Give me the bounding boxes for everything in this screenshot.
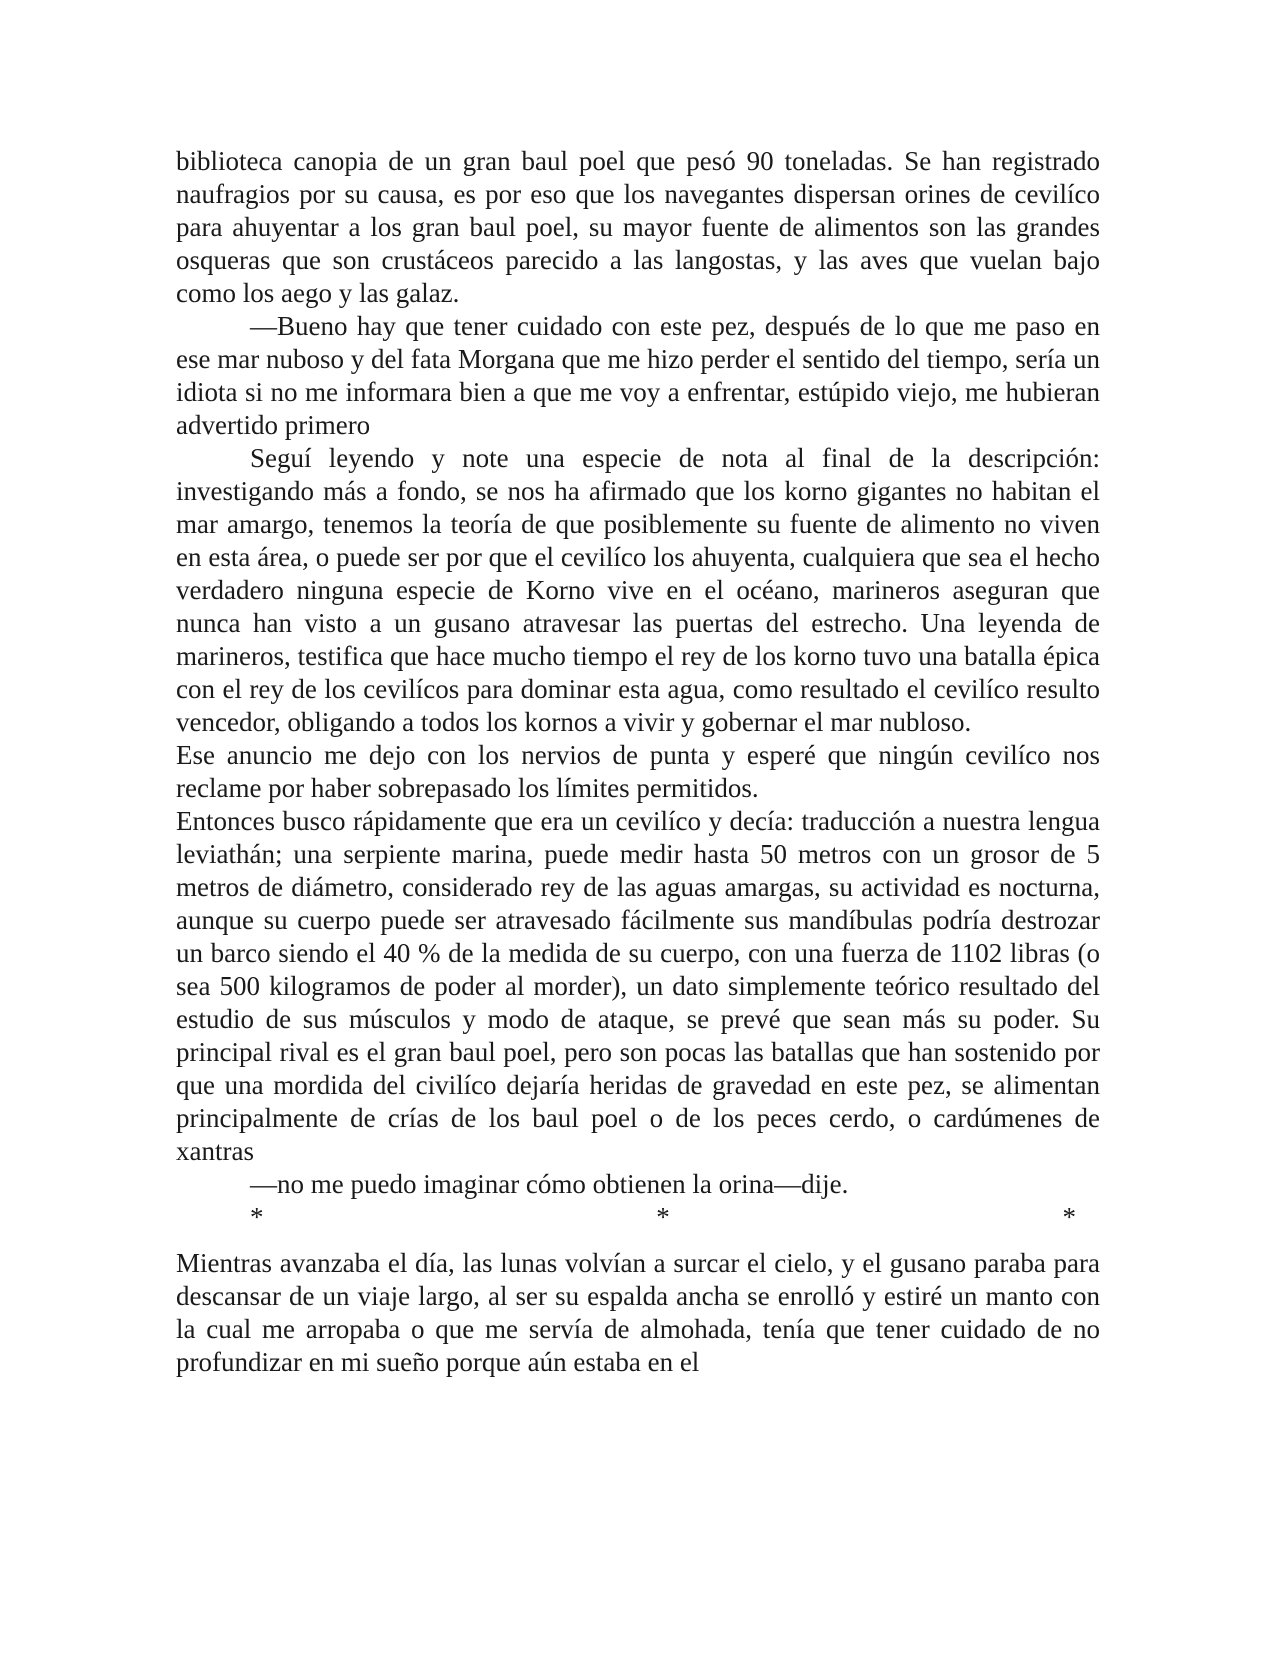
paragraph-5: Entonces busco rápidamente que era un cevilíco y decía: traducción a nuestra lengua leviathán; una serpiente marina, puede medir hasta 50 metros con un grosor de 5 metros de diámetro, considerado rey de las aguas amargas, su actividad es nocturna, aunque su cuerpo puede ser atravesado fácilmente sus mandíbulas podría destrozar un barco siendo el 40 % de la medida de su cuerpo, con una fuerza de 1102 libras (o sea 500 kilogramos de poder al morder), un dato simplemente teórico resultado del estudio de sus músculos y modo de ataque, se prevé que sean más su poder. Su principal rival es el gran baul poel, pero son pocas las batallas que han sostenido por que una mordida del civilíco dejaría heridas de gravedad en este pez, se alimentan principalmente de crías de los baul poel o de los peces cerdo, o cardúmenes de xantras: [176, 806, 1100, 1166]
paragraph-7: Mientras avanzaba el día, las lunas volvían a surcar el cielo, y el gusano paraba para descansar de un viaje largo, al ser su espalda ancha se enrolló y estiré un manto con la cual me arropaba o que me servía de almohada, tenía que tener cuidado de no profundizar en mi sueño porque aún estaba en el: [176, 1248, 1100, 1377]
separator-star: *: [250, 1202, 264, 1232]
separator-star: *: [656, 1202, 670, 1232]
section-separator: [176, 1201, 1100, 1247]
paragraph-4: Ese anuncio me dejo con los nervios de punta y esperé que ningún cevilíco nos reclame por haber sobrepasado los límites permitidos.: [176, 740, 1100, 803]
paragraph-6: —no me puedo imaginar cómo obtienen la orina—dije.: [250, 1169, 849, 1199]
paragraph-1: biblioteca canopia de un gran baul poel que pesó 90 toneladas. Se han registrado naufragios por su causa, es por eso que los navegantes dispersan orines de cevilíco para ahuyentar a los gran baul poel, su mayor fuente de alimentos son las grandes osqueras que son crustáceos parecido a las langostas, y las aves que vuelan bajo como los aego y las galaz.: [176, 146, 1100, 308]
paragraph-3: Seguí leyendo y note una especie de nota al final de la descripción: investigando más a fondo, se nos ha afirmado que los korno gigantes no habitan el mar amargo, tenemos la teoría de que posiblemente su fuente de alimento no viven en esta área, o puede ser por que el cevilíco los ahuyenta, cualquiera que sea el hecho verdadero ninguna especie de Korno vive en el océano, marineros aseguran que nunca han visto a un gusano atravesar las puertas del estrecho. Una leyenda de marineros, testifica que hace mucho tiempo el rey de los korno tuvo una batalla épica con el rey de los cevilícos para dominar esta agua, como resultado el cevilíco resulto vencedor, obligando a todos los kornos a vivir y gobernar el mar nubloso.: [176, 443, 1100, 737]
separator-star: *: [1062, 1202, 1076, 1232]
document-page: [176, 145, 1100, 1379]
paragraph-2: —Bueno hay que tener cuidado con este pez, después de lo que me paso en ese mar nuboso y del fata Morgana que me hizo perder el sentido del tiempo, sería un idiota si no me informara bien a que me voy a enfrentar, estúpido viejo, me hubieran advertido primero: [176, 311, 1100, 440]
